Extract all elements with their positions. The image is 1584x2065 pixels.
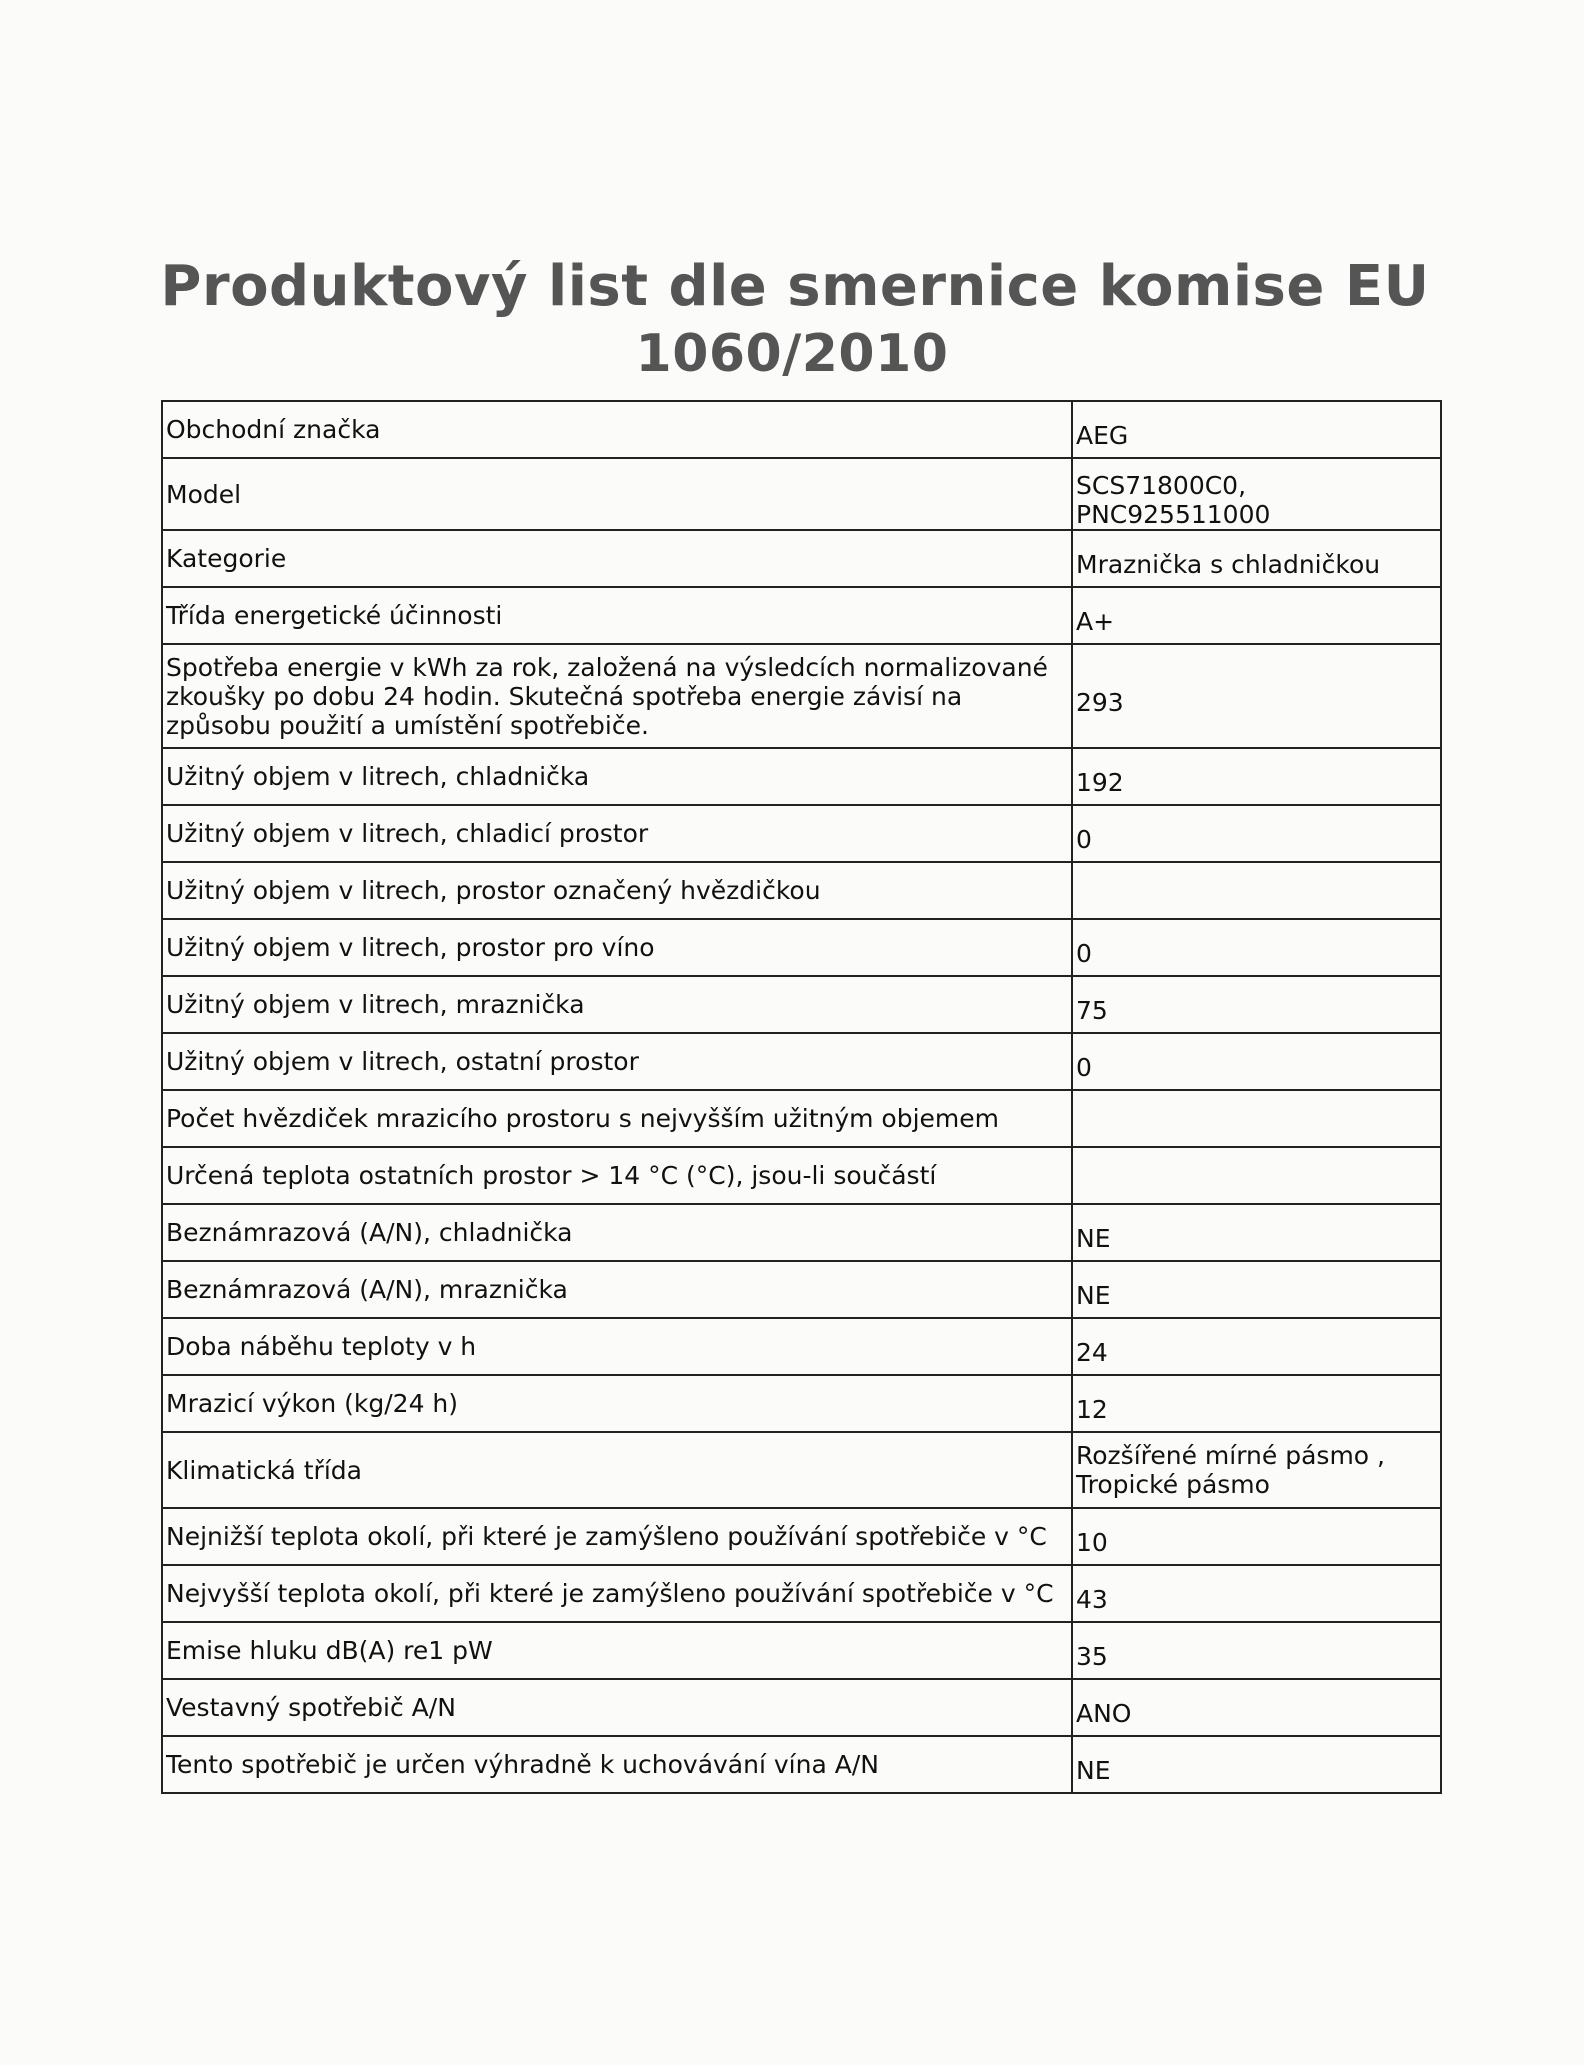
table-row: [162, 458, 1441, 530]
row-label: Beznámrazová (A/N), mraznička: [162, 1261, 1072, 1318]
row-value: 10: [1072, 1508, 1441, 1565]
row-label: Model: [162, 458, 1072, 530]
row-label: Obchodní značka: [162, 401, 1072, 458]
table-row: [162, 530, 1441, 587]
row-value: 43: [1072, 1565, 1441, 1622]
row-label: Užitný objem v litrech, prostor pro víno: [162, 919, 1072, 976]
row-value: 0: [1072, 805, 1441, 862]
row-value: [1072, 1147, 1441, 1204]
table-row: [162, 862, 1441, 919]
table-row: [162, 748, 1441, 805]
row-label: Nejnižší teplota okolí, při které je zamýšleno používání spotřebiče v °C: [162, 1508, 1072, 1565]
row-value: A+: [1072, 587, 1441, 644]
row-value: 192: [1072, 748, 1441, 805]
table-row: [162, 1508, 1441, 1565]
row-label: Vestavný spotřebič A/N: [162, 1679, 1072, 1736]
row-value: 293: [1072, 644, 1441, 748]
row-value: NE: [1072, 1204, 1441, 1261]
row-label: Užitný objem v litrech, chladnička: [162, 748, 1072, 805]
row-label: Užitný objem v litrech, prostor označený hvězdičkou: [162, 862, 1072, 919]
table-row: [162, 644, 1441, 748]
table-row: [162, 587, 1441, 644]
row-label: Tento spotřebič je určen výhradně k uchovávání vína A/N: [162, 1736, 1072, 1793]
row-label: Klimatická třída: [162, 1432, 1072, 1508]
row-value: 12: [1072, 1375, 1441, 1432]
row-label: Beznámrazová (A/N), chladnička: [162, 1204, 1072, 1261]
product-info-table: [161, 400, 1442, 1794]
row-value: 35: [1072, 1622, 1441, 1679]
table-row: [162, 1565, 1441, 1622]
row-label: Užitný objem v litrech, chladicí prostor: [162, 805, 1072, 862]
row-label: Určená teplota ostatních prostor > 14 °C (°C), jsou-li součástí: [162, 1147, 1072, 1204]
row-value: 0: [1072, 919, 1441, 976]
row-label: Spotřeba energie v kWh za rok, založená na výsledcích normalizované zkoušky po dobu 24 hodin. Skutečná spotřeba energie závisí na způsobu použití a umístění spotřebiče.: [162, 644, 1072, 748]
document-title: [0, 252, 1584, 386]
row-label: Třída energetické účinnosti: [162, 587, 1072, 644]
table-row: [162, 1204, 1441, 1261]
row-label: Nejvyšší teplota okolí, při které je zamýšleno používání spotřebiče v °C: [162, 1565, 1072, 1622]
table-row: [162, 1736, 1441, 1793]
title-line-1: Produktový list dle smernice komise EU: [160, 254, 1430, 319]
row-value: 0: [1072, 1033, 1441, 1090]
table-row: [162, 1033, 1441, 1090]
table-row: [162, 1375, 1441, 1432]
row-label: Užitný objem v litrech, ostatní prostor: [162, 1033, 1072, 1090]
table-row: [162, 1432, 1441, 1508]
table-row: [162, 976, 1441, 1033]
row-label: Užitný objem v litrech, mraznička: [162, 976, 1072, 1033]
table-row: [162, 1622, 1441, 1679]
table-row: [162, 805, 1441, 862]
table-row: [162, 919, 1441, 976]
title-line-2: 1060/2010: [635, 324, 949, 384]
table-row: [162, 401, 1441, 458]
row-value: NE: [1072, 1261, 1441, 1318]
table-row: [162, 1090, 1441, 1147]
row-value: ANO: [1072, 1679, 1441, 1736]
row-label: Kategorie: [162, 530, 1072, 587]
row-label: Mrazicí výkon (kg/24 h): [162, 1375, 1072, 1432]
row-value: 24: [1072, 1318, 1441, 1375]
table-row: [162, 1147, 1441, 1204]
row-value: [1072, 862, 1441, 919]
row-label: Doba náběhu teploty v h: [162, 1318, 1072, 1375]
table-row: [162, 1318, 1441, 1375]
row-label: Emise hluku dB(A) re1 pW: [162, 1622, 1072, 1679]
row-value: Rozšířené mírné pásmo , Tropické pásmo: [1072, 1432, 1441, 1508]
row-value: [1072, 1090, 1441, 1147]
row-value: NE: [1072, 1736, 1441, 1793]
row-label: Počet hvězdiček mrazicího prostoru s nejvyšším užitným objemem: [162, 1090, 1072, 1147]
row-value: Mraznička s chladničkou: [1072, 530, 1441, 587]
table-row: [162, 1261, 1441, 1318]
row-value: AEG: [1072, 401, 1441, 458]
table-row: [162, 1679, 1441, 1736]
row-value: SCS71800C0, PNC925511000: [1072, 458, 1441, 530]
row-value: 75: [1072, 976, 1441, 1033]
